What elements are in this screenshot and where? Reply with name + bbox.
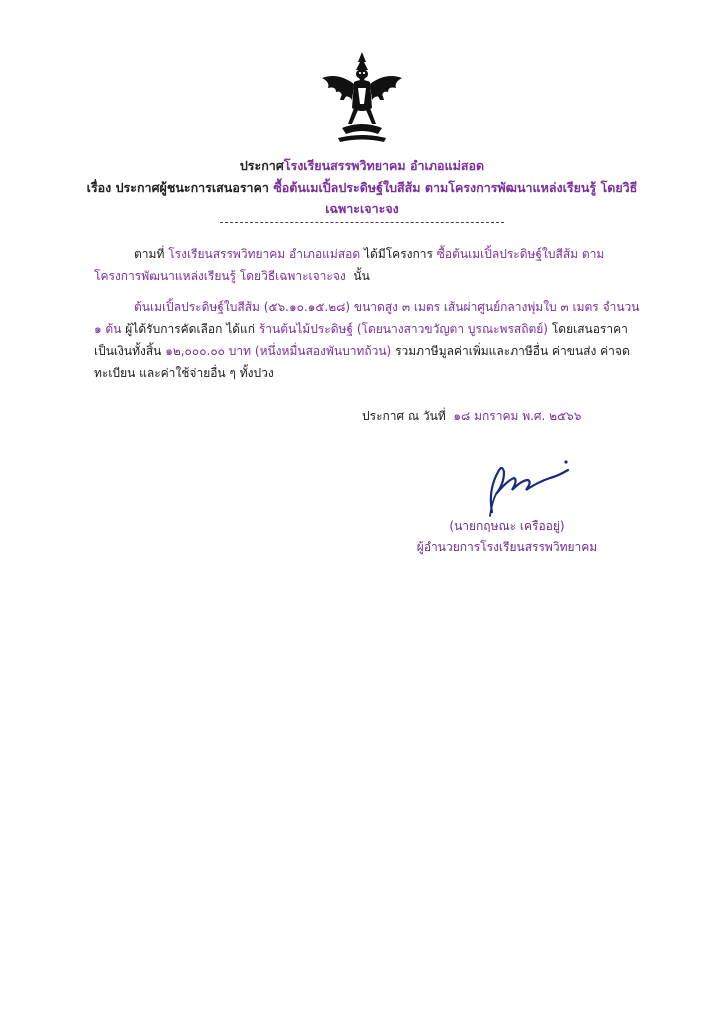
intro-text-3: นั้น bbox=[353, 269, 370, 283]
intro-text-2: ได้มีโครงการ bbox=[363, 247, 433, 261]
paragraph-award bbox=[94, 296, 642, 384]
announcement-date: ๑๘ มกราคม พ.ศ. ๒๕๖๖ bbox=[453, 409, 582, 423]
award-text-3: รวมภาษีมูลค่าเพิ่มและภาษีอื่น ค่าขนส่ง ค่าจดทะเบียน และค่าใช้จ่ายอื่น ๆ ทั้งปวง bbox=[94, 344, 630, 380]
signer-title: ผู้อำนวยการโรงเรียนสรรพวิทยาคม bbox=[416, 540, 598, 554]
intro-school: โรงเรียนสรรพวิทยาคม อำเภอแม่สอด bbox=[168, 247, 361, 261]
garuda-emblem-icon bbox=[312, 48, 412, 148]
award-item: ต้นเมเปิ้ลประดิษฐ์ใบสีส้ม (๕๖.๑๐.๑๕.๒๘) ขนาดสูง ๓ เมตร เส้นผ่าศูนย์กลางพุ่มใบ ๓ เมตร จำนวน ๑ ต้น bbox=[94, 300, 640, 336]
intro-text-1: ตามที่ bbox=[134, 247, 165, 261]
signer-name: (นายกฤษณะ เครืออยู่) bbox=[449, 519, 565, 533]
subject-prefix: เรื่อง ประกาศผู้ชนะการเสนอราคา bbox=[86, 180, 269, 195]
announcement-title bbox=[60, 156, 664, 176]
award-amount: ๑๒,๐๐๐.๐๐ บาท (หนึ่งหมื่นสองพันบาทถ้วน) bbox=[165, 344, 392, 358]
announcement-date-line bbox=[362, 406, 581, 426]
award-text-2: โดยเสนอราคา เป็นเงินทั้งสิ้น bbox=[94, 322, 628, 358]
subject-method: เฉพาะเจาะจง bbox=[325, 201, 399, 216]
date-label: ประกาศ ณ วันที่ bbox=[362, 409, 446, 423]
award-text-1: ผู้ได้รับการคัดเลือก ได้แก่ bbox=[125, 322, 256, 336]
award-winner: ร้านต้นไม้ประดิษฐ์ (โดยนางสาวขวัญตา บูรณะพรสถิตย์) bbox=[258, 322, 548, 336]
subject-item: ซื้อต้นเมเปิ้ลประดิษฐ์ใบสีส้ม ตามโครงการพัฒนาแหล่งเรียนรู้ โดยวิธี bbox=[273, 180, 638, 195]
announcement-subject bbox=[60, 178, 664, 198]
signature-mark bbox=[478, 450, 578, 520]
header-divider bbox=[220, 222, 504, 223]
title-school: โรงเรียนสรรพวิทยาคม อำเภอแม่สอด bbox=[283, 158, 485, 173]
title-prefix: ประกาศ bbox=[239, 158, 284, 173]
intro-project: ซื้อต้นเมเปิ้ลประดิษฐ์ใบสีส้ม ตามโครงการพัฒนาแหล่งเรียนรู้ โดยวิธีเฉพาะเจาะจง bbox=[94, 247, 605, 283]
paragraph-intro bbox=[94, 243, 642, 287]
